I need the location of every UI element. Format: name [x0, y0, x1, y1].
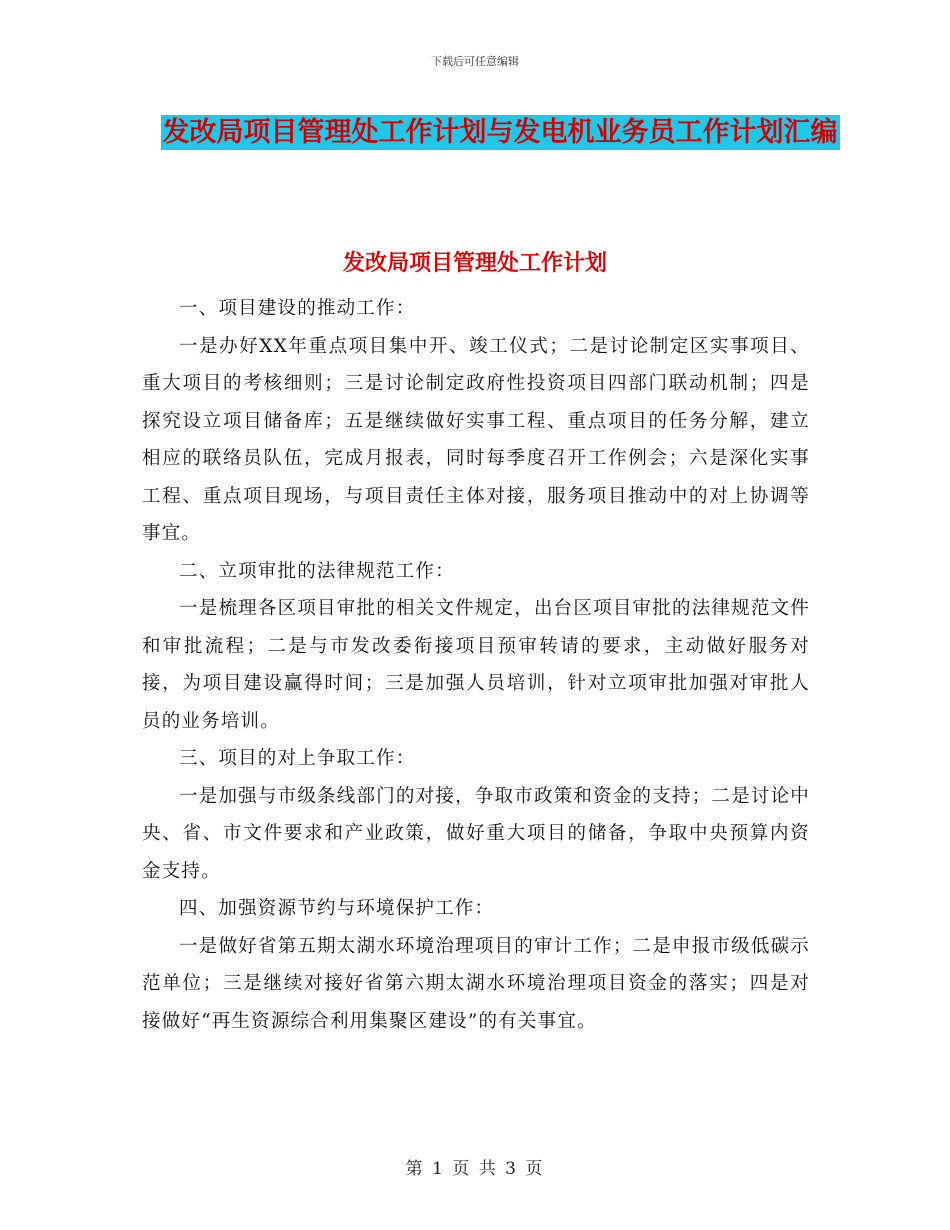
header-note: 下载后可任意编辑: [431, 55, 519, 68]
section-title: 发改局项目管理处工作计划: [342, 251, 607, 276]
body-text: [142, 290, 810, 1040]
page-number-footer: 第 1 页 共 3 页: [405, 1159, 545, 1179]
document-title-text: 发改局项目管理处工作计划与发电机业务员工作计划汇编: [162, 117, 838, 148]
heading-2: 二、立项审批的法律规范工作：: [179, 560, 455, 582]
paragraph-1: 一是办好XX年重点项目集中开、竣工仪式；二是讨论制定区实事项目、重大项目的考核细则；三是讨论制定政府性投资项目四部门联动机制；四是探究设立项目储备库；五是继续做好实事工程、重点项目的任务分解，建立相应的联络员队伍，完成月报表，同时每季度召开工作例会；六是深化实事工程、重点项目现场，与项目责任主体对接，服务项目推动中的对上协调等事宜。: [142, 335, 810, 544]
paragraph-4: 一是做好省第五期太湖水环境治理项目的审计工作；二是申报市级低碳示范单位；三是继续对接好省第六期太湖水环境治理项目资金的落实；四是对接做好“再生资源综合利用集聚区建设”的有关事宜。: [142, 935, 810, 1032]
paragraph-3: 一是加强与市级条线部门的对接，争取市政策和资金的支持；二是讨论中央、省、市文件要求和产业政策，做好重大项目的储备，争取中央预算内资金支持。: [142, 785, 810, 882]
heading-1: 一、项目建设的推动工作：: [179, 298, 416, 319]
document-title: [140, 110, 860, 155]
paragraph-2: 一是梳理各区项目审批的相关文件规定，出台区项目审批的法律规范文件和审批流程；二是与市发改委衔接项目预审转请的要求，主动做好服务对接，为项目建设赢得时间；三是加强人员培训，针对立项审批加强对审批人员的业务培训。: [142, 598, 810, 732]
heading-3: 三、项目的对上争取工作：: [179, 748, 416, 769]
heading-4: 四、加强资源节约与环境保护工作：: [179, 898, 495, 919]
